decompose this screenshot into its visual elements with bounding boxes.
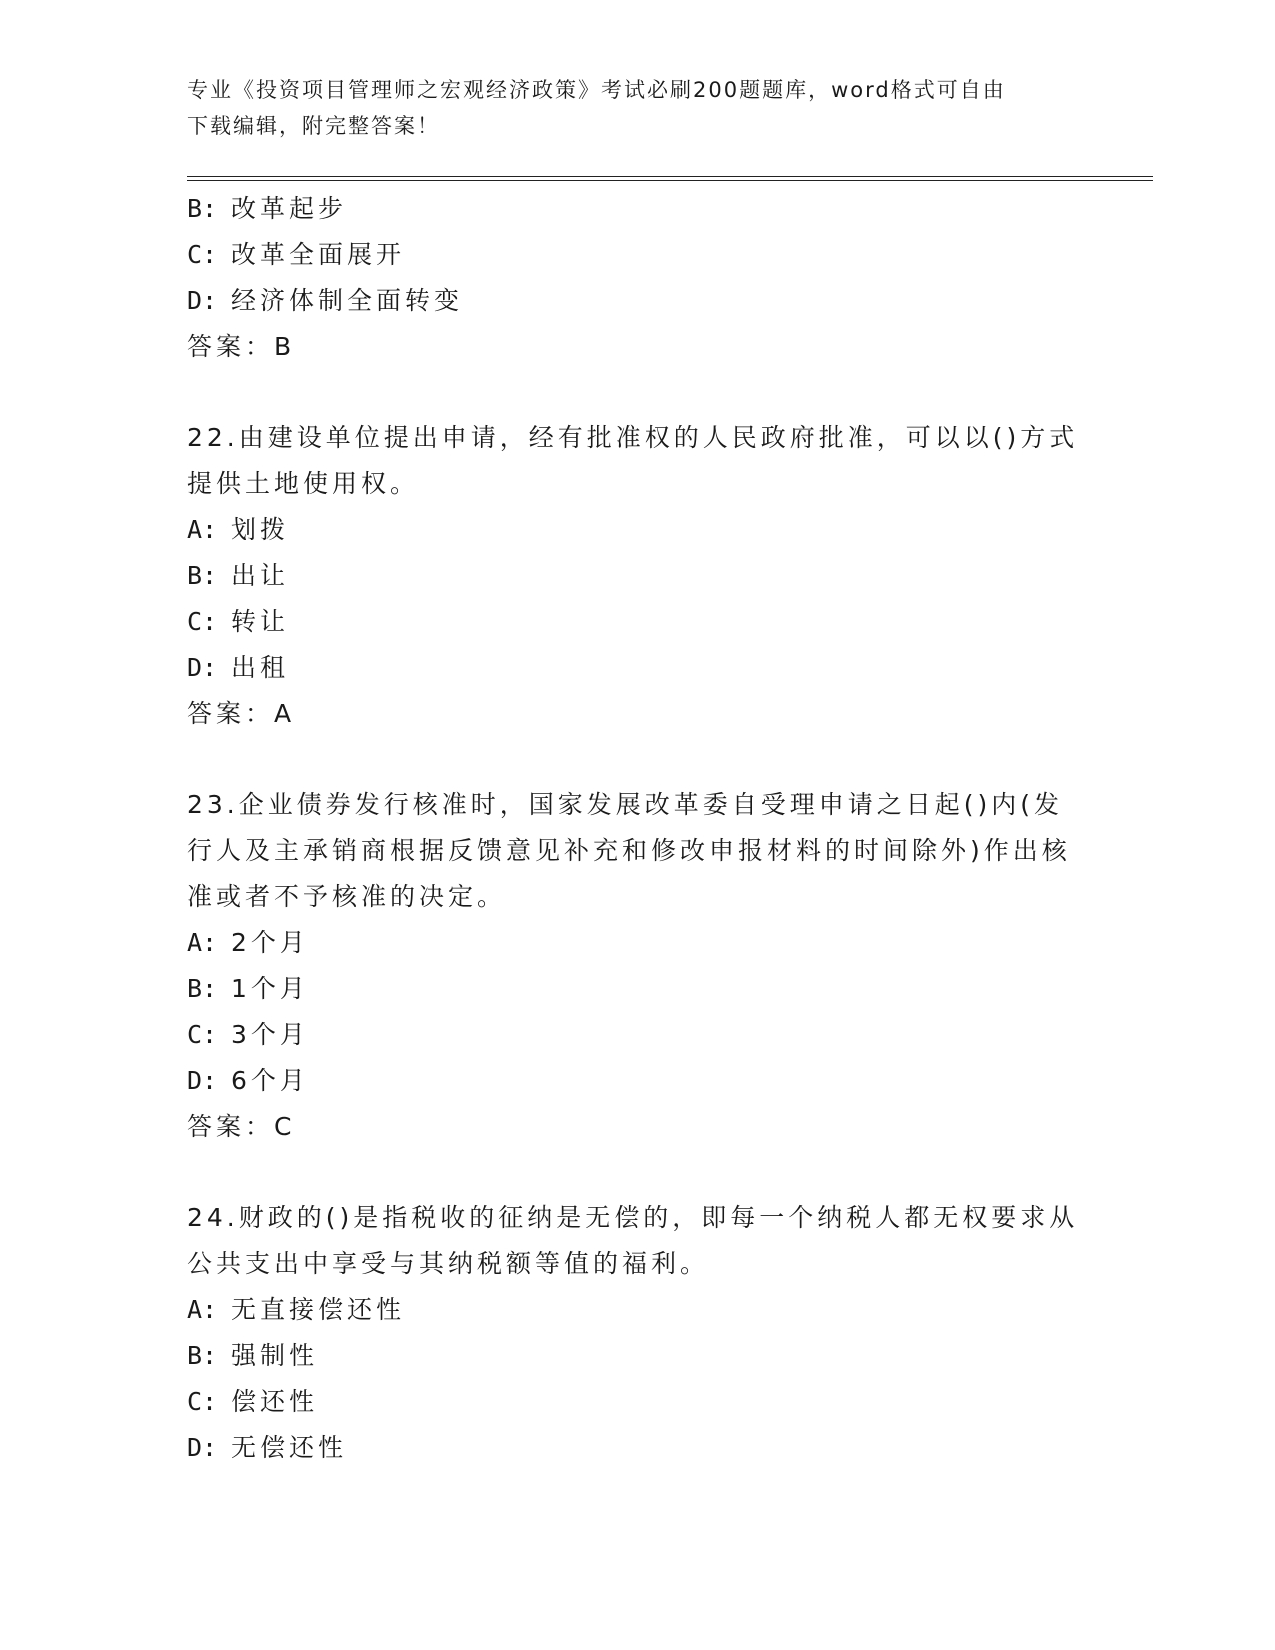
question-stem-line: 准或者不予核准的决定。 [187, 882, 507, 911]
question-stem-line: 23.企业债券发行核准时，国家发展改革委自受理申请之日起()内(发 [187, 790, 1064, 819]
question-block [187, 1195, 1087, 1471]
question-stem-line: 22.由建设单位提出申请，经有批准权的人民政府批准，可以以()方式 [187, 423, 1079, 452]
option-line: B: 1个月 [187, 974, 309, 1003]
option-line: C: 改革全面展开 [187, 240, 406, 269]
header-line-1: 专业《投资项目管理师之宏观经济政策》考试必刷200题题库，word格式可自由 [187, 78, 1006, 102]
question-content [187, 186, 1087, 1471]
document-header [187, 72, 1067, 144]
question-stem-line: 24.财政的()是指税收的征纳是无偿的，即每一个纳税人都无权要求从 [187, 1203, 1079, 1232]
question-block [187, 415, 1087, 737]
answer-line: 答案：A [187, 699, 296, 728]
option-line: A: 划拨 [187, 515, 290, 544]
question-stem-line: 公共支出中享受与其纳税额等值的福利。 [187, 1249, 710, 1278]
question-stem-line: 行人及主承销商根据反馈意见补充和修改申报材料的时间除外)作出核 [187, 836, 1071, 865]
option-line: D: 6个月 [187, 1066, 309, 1095]
question-block [187, 782, 1087, 1150]
option-line: C: 偿还性 [187, 1387, 319, 1416]
question-stem-line: 提供土地使用权。 [187, 469, 420, 498]
option-line: C: 3个月 [187, 1020, 309, 1049]
option-line: B: 强制性 [187, 1341, 319, 1370]
option-line: D: 无偿还性 [187, 1433, 348, 1462]
option-line: D: 出租 [187, 653, 290, 682]
answer-line: 答案：B [187, 332, 296, 361]
option-line: B: 改革起步 [187, 194, 348, 223]
option-line: D: 经济体制全面转变 [187, 286, 464, 315]
option-line: A: 无直接偿还性 [187, 1295, 406, 1324]
option-line: C: 转让 [187, 607, 290, 636]
header-line-2: 下载编辑，附完整答案！ [187, 114, 440, 138]
option-line: B: 出让 [187, 561, 290, 590]
option-line: A: 2个月 [187, 928, 309, 957]
header-divider [187, 176, 1153, 181]
answer-line: 答案：C [187, 1112, 296, 1141]
